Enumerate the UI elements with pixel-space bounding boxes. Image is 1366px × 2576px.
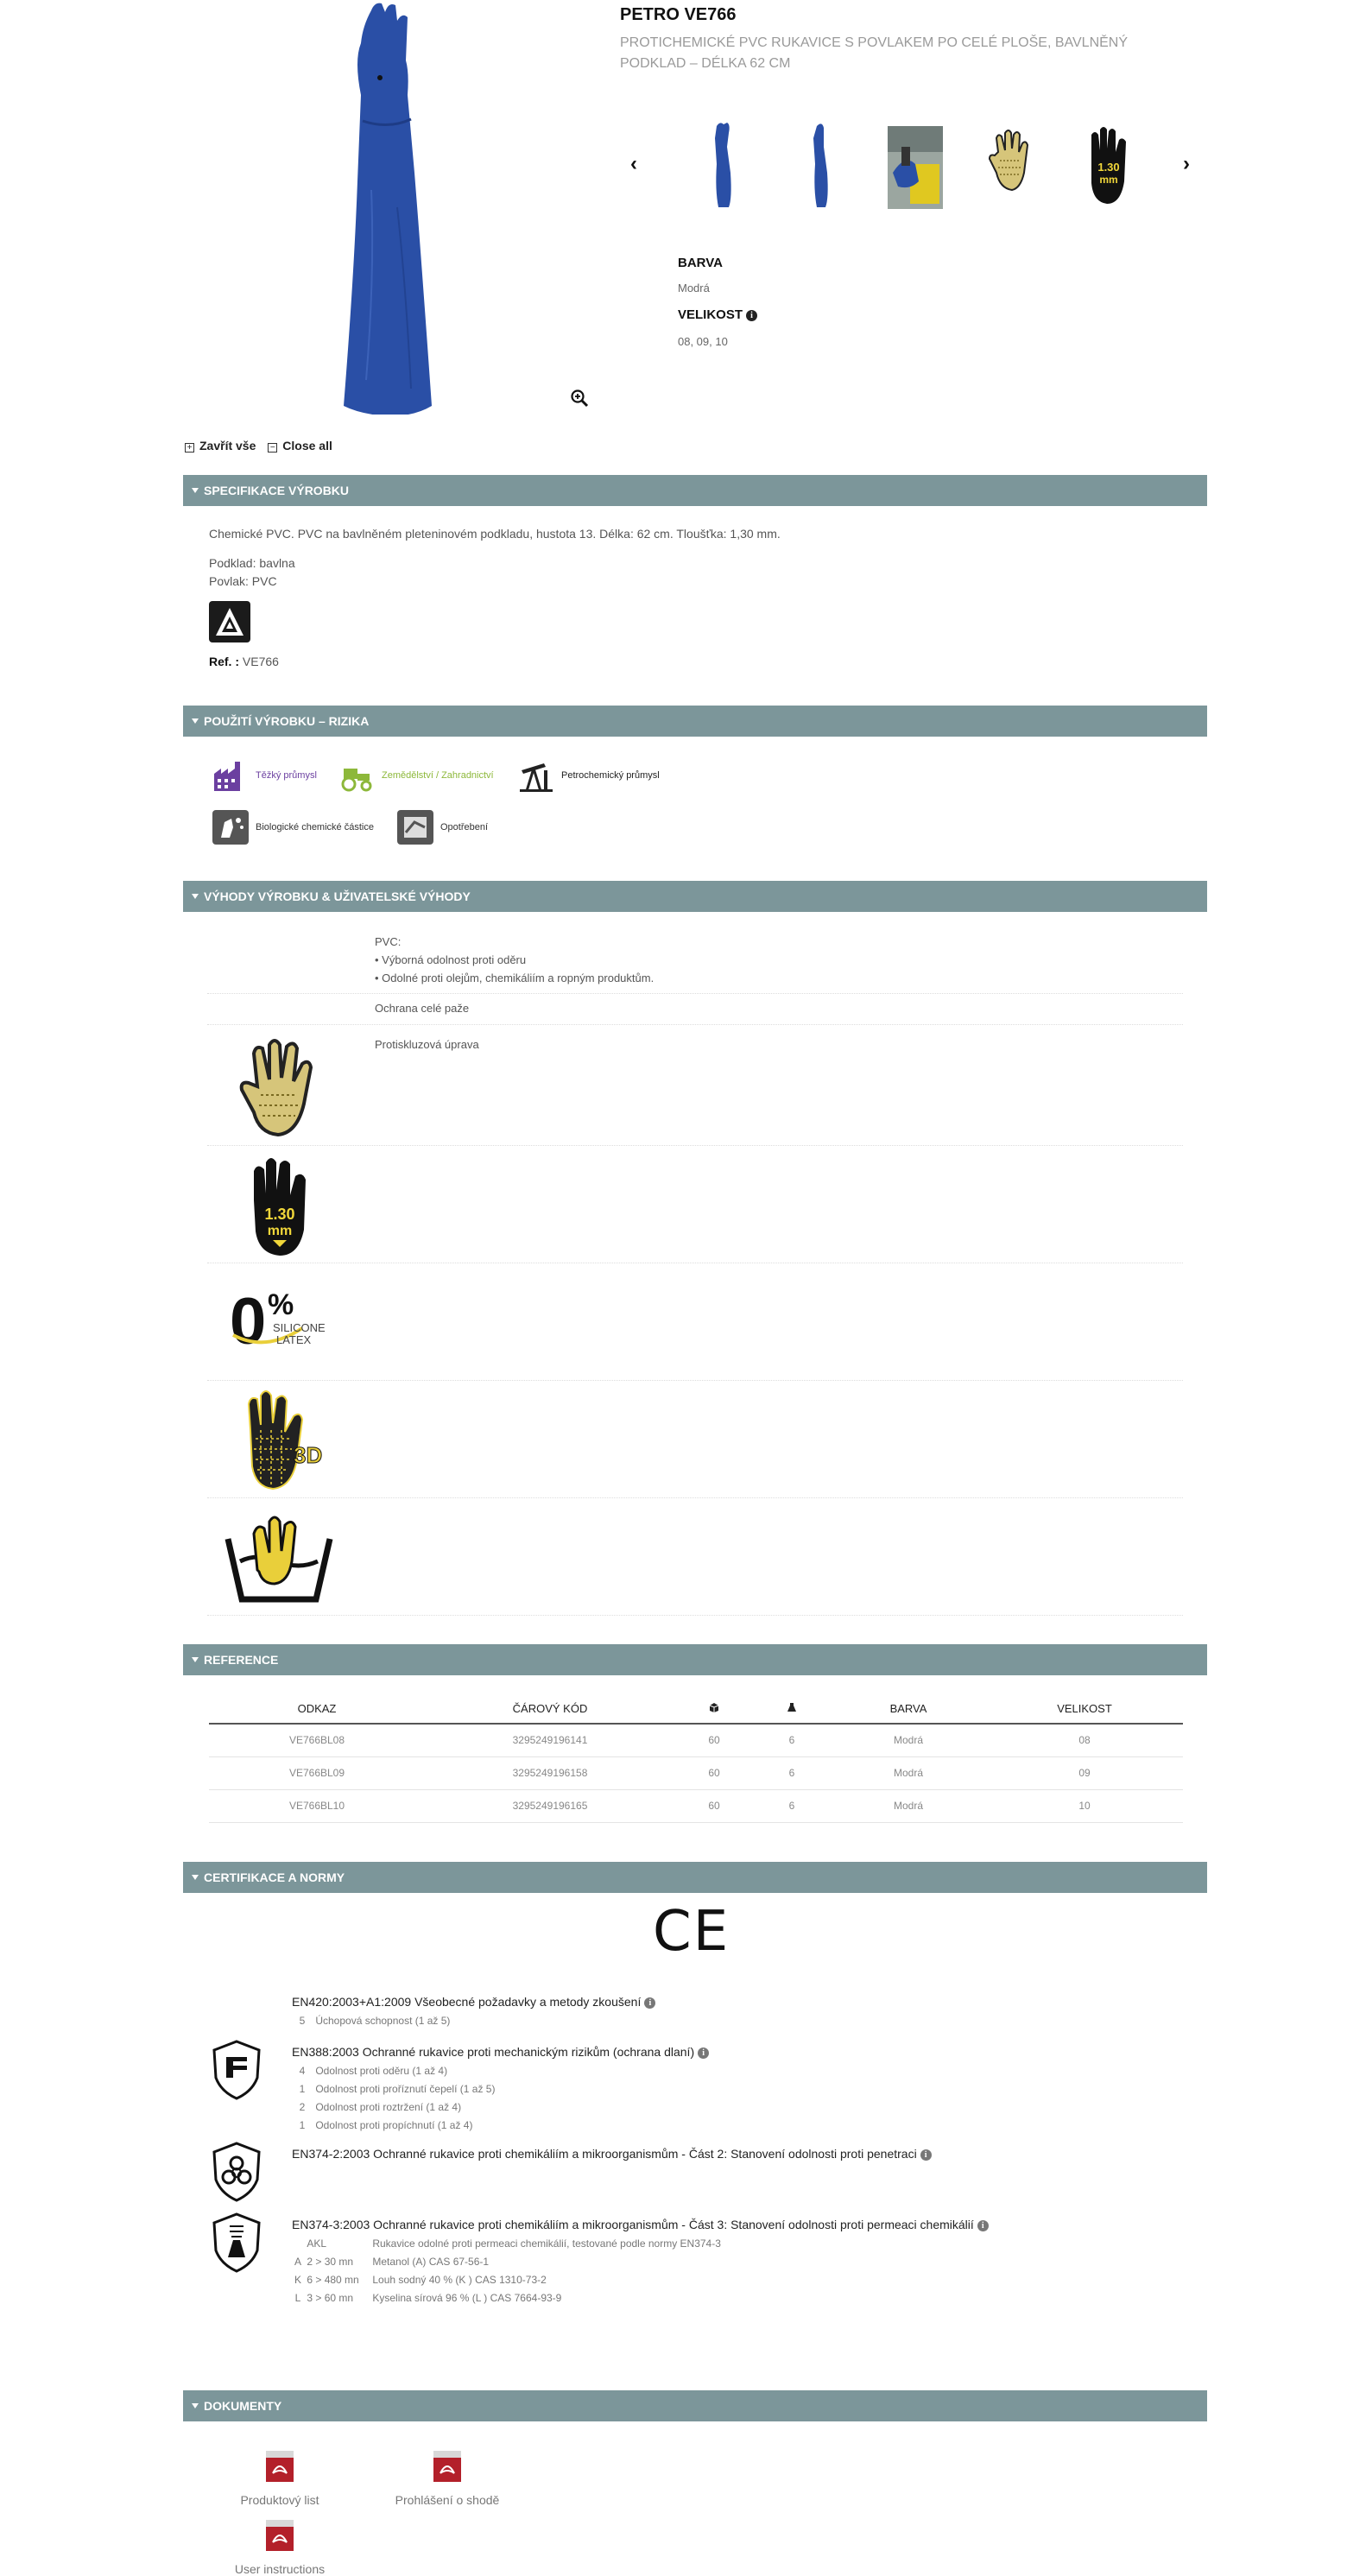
size-label: VELIKOST xyxy=(678,307,743,322)
silicone-zero: 0 xyxy=(230,1285,267,1354)
spec-coating: Povlak: PVC xyxy=(209,574,277,588)
thumbnail-glove-front[interactable] xyxy=(691,121,753,211)
pack-icon xyxy=(787,1702,797,1712)
cert-line-value: 6 > 480 mn xyxy=(307,2274,359,2286)
caret-down-icon xyxy=(192,488,199,493)
advantage-grip: Protiskluzová úprava xyxy=(375,1038,479,1051)
thickness-value: 1.30 xyxy=(264,1206,295,1223)
cert-line-label: Louh sodný 40 % (K ) CAS 1310-73-2 xyxy=(372,2274,547,2286)
thickness-glove-icon xyxy=(242,1152,319,1259)
cell: Modrá xyxy=(831,1756,986,1789)
risk-petrochemical xyxy=(518,758,660,793)
doc-declaration-of-conformity[interactable] xyxy=(370,2449,525,2507)
cert-title: EN374-3:2003 Ochranné rukavice proti chemikáliím a mikroorganismům - Část 3: Stanovení odolnosti proti permeaci chemikálií xyxy=(292,2218,974,2231)
doc-product-sheet[interactable] xyxy=(202,2449,357,2507)
risk-label: Opotřebení xyxy=(440,822,489,832)
risk-abrasion xyxy=(397,810,488,845)
divider xyxy=(207,1380,1183,1381)
main-product-image[interactable] xyxy=(337,0,440,415)
cert-en374-3-lines xyxy=(292,2235,721,2307)
cert-line-letter: L xyxy=(294,2292,301,2304)
section-title-certs: CERTIFIKACE A NORMY xyxy=(204,1870,345,1884)
cert-line xyxy=(292,2271,721,2289)
cell: Modrá xyxy=(831,1789,986,1822)
cert-title: EN374-2:2003 Ochranné rukavice proti chemikáliím a mikroorganismům - Část 2: Stanovení odolnosti proti penetraci xyxy=(292,2147,917,2161)
close-all-label: Close all xyxy=(282,439,332,453)
minus-icon: − xyxy=(268,443,277,453)
oil-pump-icon xyxy=(518,758,554,793)
cert-line xyxy=(292,2253,721,2271)
cert-line xyxy=(292,2117,495,2135)
col-barcode: ČÁROVÝ KÓD xyxy=(425,1694,675,1724)
cert-title: EN420:2003+A1:2009 Všeobecné požadavky a metody zkoušení xyxy=(292,1995,642,2009)
divider xyxy=(207,993,1183,994)
risk-label: Zemědělství / Zahradnictví xyxy=(382,770,494,781)
section-header-certs[interactable] xyxy=(183,1862,1207,1893)
silicone-latex-free-icon xyxy=(223,1285,335,1354)
cell: VE766BL09 xyxy=(209,1756,425,1789)
cert-line-value: 2 > 30 mn xyxy=(307,2256,354,2268)
size-info-icon[interactable]: i xyxy=(746,310,757,321)
ce-mark: CE xyxy=(653,1900,730,1964)
pdf-icon xyxy=(430,2449,465,2484)
product-subtitle: PROTICHEMICKÉ PVC RUKAVICE S POVLAKEM PO CELÉ PLOŠE, BAVLNĚNÝ PODKLAD – DÉLKA 62 CM xyxy=(620,35,1129,71)
cert-line-value: AKL xyxy=(307,2237,327,2250)
divider xyxy=(207,1145,1183,1146)
factory-icon xyxy=(212,758,249,793)
cert-line-label: Kyselina sírová 96 % (L ) CAS 7664-93-9 xyxy=(372,2292,562,2304)
caret-down-icon xyxy=(192,1875,199,1880)
cell: Modrá xyxy=(831,1724,986,1756)
cert-line-value: 2 xyxy=(299,2101,306,2113)
cert-line-value: 3 > 60 mn xyxy=(307,2292,354,2304)
box-icon xyxy=(709,1702,719,1712)
cert-line-label: Úchopová schopnost (1 až 5) xyxy=(315,2015,451,2027)
cert-line xyxy=(292,2012,450,2030)
thumb-thickness-unit: mm xyxy=(1099,174,1118,186)
col-box-qty xyxy=(675,1694,753,1724)
expand-all-button[interactable] xyxy=(185,439,256,453)
cell: 3295249196158 xyxy=(425,1756,675,1789)
section-header-docs[interactable] xyxy=(183,2390,1207,2421)
3d-glove-icon xyxy=(233,1387,328,1494)
cert-title: EN388:2003 Ochranné rukavice proti mechanickým rizikům (ochrana dlaní) xyxy=(292,2045,695,2059)
section-title-advantages: VÝHODY VÝROBKU & UŽIVATELSKÉ VÝHODY xyxy=(204,889,471,903)
grip-glove-icon xyxy=(233,1035,328,1142)
thumb-thickness-value: 1.30 xyxy=(1097,161,1120,174)
cell: 60 xyxy=(675,1756,753,1789)
cert-line-value: 1 xyxy=(299,2119,306,2131)
cert-line xyxy=(292,2289,721,2307)
risk-label: Těžký průmysl xyxy=(256,770,317,781)
close-all-button[interactable] xyxy=(268,439,332,453)
advantage-pvc xyxy=(375,933,654,987)
divider xyxy=(207,1024,1183,1025)
mechanical-risk-shield-icon xyxy=(211,2040,262,2100)
section-header-risks[interactable] xyxy=(183,706,1207,737)
thickness-unit: mm xyxy=(267,1224,293,1238)
section-title-docs: DOKUMENTY xyxy=(204,2399,282,2413)
cert-en388-lines xyxy=(292,2062,495,2135)
table-header-row xyxy=(209,1694,1183,1724)
risk-biological xyxy=(212,810,374,845)
cert-line-label: Odolnost proti propíchnutí (1 až 4) xyxy=(315,2119,473,2131)
risk-agriculture xyxy=(338,758,494,793)
divider xyxy=(207,1615,1183,1616)
brand-logo-icon xyxy=(209,601,250,642)
spec-lining: Podklad: bavlna xyxy=(209,556,295,570)
pdf-icon xyxy=(262,2518,297,2553)
divider xyxy=(207,1497,1183,1498)
tractor-icon xyxy=(338,758,375,793)
advantage-arm: Ochrana celé paže xyxy=(375,1002,470,1015)
cert-line-letter: K xyxy=(294,2274,301,2286)
cell: 09 xyxy=(986,1756,1183,1789)
zoom-icon[interactable] xyxy=(570,389,589,408)
spec-ref xyxy=(209,655,279,668)
col-ref: ODKAZ xyxy=(209,1694,425,1724)
cert-line xyxy=(292,2235,721,2253)
cert-line xyxy=(292,2062,495,2080)
info-icon[interactable]: i xyxy=(698,2048,709,2059)
section-header-advantages[interactable] xyxy=(183,881,1207,912)
silicone-percent: % xyxy=(268,1288,294,1321)
thumbnail-usage-photo[interactable] xyxy=(884,121,946,211)
cert-line-value: 1 xyxy=(299,2083,306,2095)
caret-down-icon xyxy=(192,1657,199,1662)
caret-down-icon xyxy=(192,2403,199,2408)
reference-table xyxy=(209,1694,1183,1823)
risk-label: Petrochemický průmysl xyxy=(561,770,660,781)
cert-line-letter: A xyxy=(294,2256,301,2268)
size-value: 08, 09, 10 xyxy=(678,335,728,348)
cert-line-label: Odolnost proti oděru (1 až 4) xyxy=(315,2065,448,2077)
section-header-reference[interactable] xyxy=(183,1644,1207,1675)
abrasion-icon xyxy=(397,810,433,845)
cert-en420 xyxy=(292,1995,655,2009)
col-size: VELIKOST xyxy=(986,1694,1183,1724)
cell: 6 xyxy=(753,1756,831,1789)
caret-down-icon xyxy=(192,718,199,724)
table-row xyxy=(209,1789,1183,1822)
table-row xyxy=(209,1724,1183,1756)
latex-label: LATEX xyxy=(276,1333,312,1346)
cert-line-label: Rukavice odolné proti permeaci chemikálií, testované podle normy EN374-3 xyxy=(372,2237,721,2250)
info-icon[interactable]: i xyxy=(920,2149,932,2161)
cell: VE766BL08 xyxy=(209,1724,425,1756)
cert-en374-2 xyxy=(292,2147,932,2161)
cell: 60 xyxy=(675,1724,753,1756)
chemical-shield-icon xyxy=(211,2212,262,2273)
pdf-icon xyxy=(262,2449,297,2484)
section-title-spec: SPECIFIKACE VÝROBKU xyxy=(204,484,350,497)
plus-icon: + xyxy=(185,443,194,453)
cell: VE766BL10 xyxy=(209,1789,425,1822)
section-header-spec[interactable] xyxy=(183,475,1207,506)
table-row xyxy=(209,1756,1183,1789)
cell: 08 xyxy=(986,1724,1183,1756)
col-pack-qty xyxy=(753,1694,831,1724)
cert-en388 xyxy=(292,2045,709,2059)
doc-user-instructions[interactable] xyxy=(202,2518,357,2576)
doc-label: Prohlášení o shodě xyxy=(395,2493,500,2507)
advantage-pvc-line: • Výborná odolnost proti oděru xyxy=(375,953,527,966)
product-title: PETRO VE766 xyxy=(620,5,737,24)
cert-line xyxy=(292,2098,495,2117)
ref-label: Ref. : xyxy=(209,655,239,668)
ref-value: VE766 xyxy=(242,655,279,668)
advantage-pvc-line: • Odolné proti olejům, chemikáliím a ropným produktům. xyxy=(375,972,655,984)
size-label-row xyxy=(678,307,757,322)
carousel-prev-icon[interactable]: ‹ xyxy=(630,152,637,175)
info-icon[interactable]: i xyxy=(644,1997,655,2009)
cell: 3295249196165 xyxy=(425,1789,675,1822)
toggle-row xyxy=(185,439,341,453)
3d-label: 3D xyxy=(294,1442,323,1468)
washable-icon xyxy=(223,1510,335,1604)
silicone-label: SILICONE xyxy=(273,1321,326,1334)
color-label: BARVA xyxy=(678,256,723,270)
thumbnail-thickness-icon[interactable] xyxy=(1078,121,1140,211)
thumbnail-grip-icon[interactable] xyxy=(981,121,1043,211)
col-color: BARVA xyxy=(831,1694,986,1724)
cell: 3295249196141 xyxy=(425,1724,675,1756)
cert-line-value: 4 xyxy=(299,2065,306,2077)
cert-line xyxy=(292,2080,495,2098)
cert-line-label: Metanol (A) CAS 67-56-1 xyxy=(372,2256,490,2268)
color-value: Modrá xyxy=(678,282,710,294)
cert-line-label: Odolnost proti proříznutí čepelí (1 až 5) xyxy=(315,2083,496,2095)
cert-line-value: 5 xyxy=(299,2015,306,2027)
cell: 10 xyxy=(986,1789,1183,1822)
cert-line-label: Odolnost proti roztržení (1 až 4) xyxy=(315,2101,462,2113)
biohazard-shield-icon xyxy=(211,2142,262,2202)
risk-heavy-industry xyxy=(212,758,317,793)
caret-down-icon xyxy=(192,894,199,899)
cell: 6 xyxy=(753,1789,831,1822)
cert-en420-lines xyxy=(292,2012,450,2030)
carousel-next-icon[interactable]: › xyxy=(1183,152,1190,175)
cert-en374-3 xyxy=(292,2218,989,2231)
expand-all-label: Zavřít vše xyxy=(199,439,256,453)
thumbnail-glove-side[interactable] xyxy=(787,121,850,211)
info-icon[interactable]: i xyxy=(977,2220,989,2231)
advantage-pvc-title: PVC: xyxy=(375,935,402,948)
doc-label: Produktový list xyxy=(240,2493,319,2507)
cell: 60 xyxy=(675,1789,753,1822)
section-title-risks: POUŽITÍ VÝROBKU – RIZIKA xyxy=(204,714,370,728)
spec-description: Chemické PVC. PVC na bavlněném pleteninovém podkladu, hustota 13. Délka: 62 cm. Tloušťka: 1,30 mm. xyxy=(209,527,781,541)
risk-label: Biologické chemické částice xyxy=(256,822,374,832)
biohazard-particles-icon xyxy=(212,810,249,845)
cell: 6 xyxy=(753,1724,831,1756)
section-title-reference: REFERENCE xyxy=(204,1653,279,1667)
doc-label: User instructions xyxy=(234,2562,326,2576)
